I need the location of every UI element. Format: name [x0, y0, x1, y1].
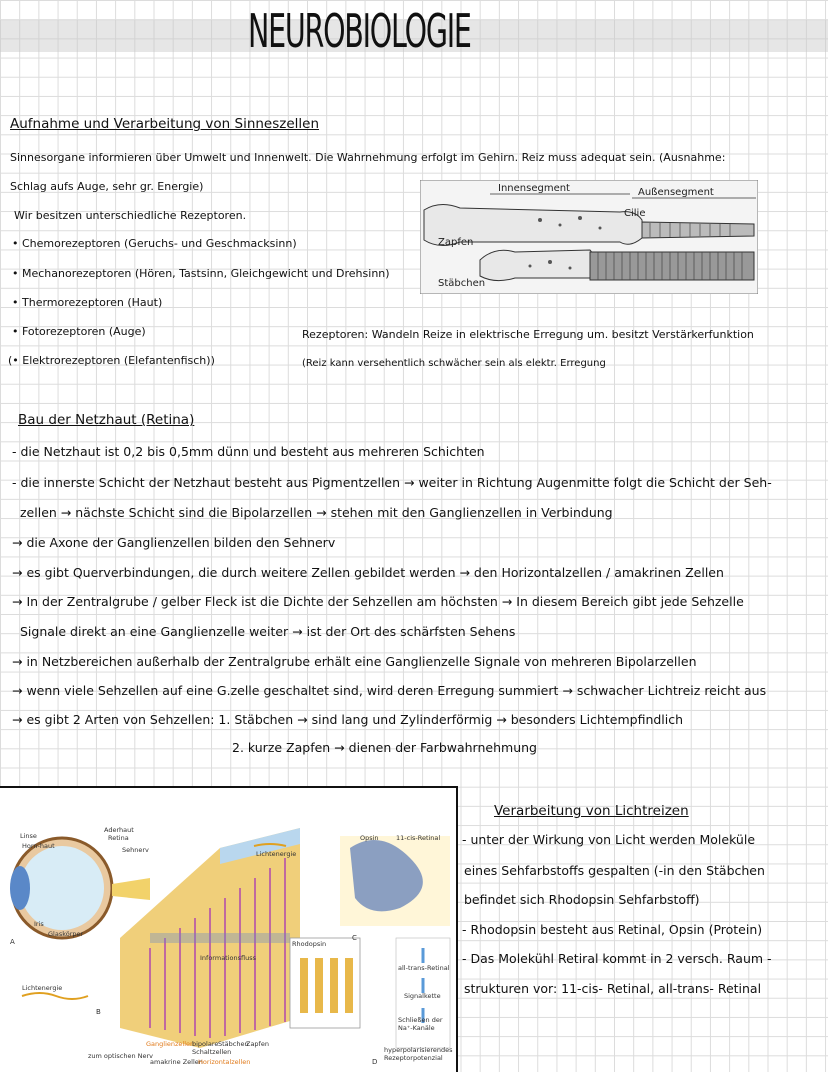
page-title: NEUROBIOLOGIE — [248, 4, 471, 58]
label-staebchen-eye: Stäbchen — [218, 1040, 249, 1048]
netzhaut-line: es gibt Querverbindungen, die durch weitere Zellen gebildet werden → den Horizontalzellen / amakrinen Zellen — [26, 565, 724, 580]
bullet-item: • Mechanorezeptoren (Hören, Tastsinn, Gleichgewicht und Drehsinn) — [12, 267, 390, 280]
bullet-text: Thermorezeptoren (Haut) — [22, 296, 163, 309]
label-retina: Retina — [108, 834, 129, 842]
text-line: Wir besitzen unterschiedliche Rezeptoren. — [14, 209, 247, 222]
label-horizontal: Horizontalzellen — [198, 1058, 251, 1066]
bullet-text: Fotorezeptoren (Auge) — [22, 325, 146, 338]
lichtreiz-line: befindet sich Rhodopsin Sehfarbstoff) — [464, 892, 700, 907]
netzhaut-line: es gibt 2 Arten von Sehzellen: 1. Stäbchen → sind lang und Zylinderförmig → besonders Lichtempfindlich — [26, 712, 684, 727]
label-iris: Iris — [34, 920, 44, 928]
text-line: → In der Zentralgrube / gelber Fleck ist die Dichte der Sehzellen am höchsten → In diesem Bereich gibt jede Sehzelle — [12, 594, 744, 609]
text-line: → wenn viele Sehzellen auf eine G.zelle geschaltet sind, wird deren Erregung summiert → schwacher Lichtreiz reicht aus — [12, 683, 767, 698]
label-zapfen: Zapfen — [438, 237, 474, 248]
rezeptoren-note: Rezeptoren: Wandeln Reize in elektrische Erregung um. besitzt Verstärkerfunktion — [302, 328, 754, 341]
bullet-text: Elektrorezeptoren (Elefantenfisch) — [22, 354, 211, 367]
lichtreiz-line: Das Molekühl Retiral kommt in 2 versch. Raum - — [470, 951, 772, 966]
bullet-item: • Fotorezeptoren (Auge) — [12, 325, 146, 338]
netzhaut-line: die Axone der Ganglienzellen bilden den Sehnerv — [26, 535, 336, 550]
lichtreiz-line: Rhodopsin besteht aus Retinal, Opsin (Protein) — [470, 922, 763, 937]
netzhaut-line: die Netzhaut ist 0,2 bis 0,5mm dünn und besteht aus mehreren Schichten — [20, 444, 485, 459]
netzhaut-line: 2. kurze Zapfen → dienen der Farbwahrnehmung — [232, 740, 537, 755]
lichtreiz-line: eines Sehfarbstoffs gespalten (-in den Stäbchen — [464, 863, 765, 878]
label-cis-retinal: 11-cis-Retinal — [396, 834, 441, 842]
label-bipolare: bipolare — [192, 1040, 219, 1048]
label-schaltzellen: Schaltzellen — [192, 1048, 232, 1056]
bullet-item: • Thermorezeptoren (Haut) — [12, 296, 163, 309]
label-aderhaut: Aderhaut — [104, 826, 134, 834]
photoreceptor-figure — [420, 180, 758, 294]
label-ganglienzellen: Ganglienzellen — [146, 1040, 195, 1048]
label-linse: Linse — [20, 832, 37, 840]
label-d: D — [372, 1058, 378, 1066]
text-line: - die Netzhaut ist 0,2 bis 0,5mm dünn und besteht aus mehreren Schichten — [12, 444, 485, 459]
netzhaut-line: in Netzbereichen außerhalb der Zentralgrube erhält eine Ganglienzelle Signale von mehreren Bipolarzellen — [26, 654, 697, 669]
label-all-trans-retinal: all-trans-Retinal — [398, 964, 450, 972]
section-heading-netzhaut: Bau der Netzhaut (Retina) — [18, 412, 195, 428]
label-staebchen: Stäbchen — [438, 278, 486, 289]
label-amakrine: amakrine Zellen — [150, 1058, 203, 1066]
label-informationsfluss: Informationsfluss — [200, 954, 256, 962]
netzhaut-line: In der Zentralgrube / gelber Fleck ist die Dichte der Sehzellen am höchsten → In diesem Bereich gibt jede Sehzelle — [26, 594, 744, 609]
bullet-item: • Chemorezeptoren (Geruchs- und Geschmacksinn) — [12, 237, 297, 250]
lichtreiz-line: unter der Wirkung von Licht werden Moleküle — [470, 832, 756, 847]
label-zum-nerv: zum optischen Nerv — [88, 1052, 154, 1060]
label-c: C — [352, 934, 357, 942]
text-line: - unter der Wirkung von Licht werden Moleküle — [462, 832, 756, 847]
text-line: - Rhodopsin besteht aus Retinal, Opsin (Protein) — [462, 922, 763, 937]
bullet-text: Chemorezeptoren (Geruchs- und Geschmacksinn) — [22, 237, 297, 250]
label-zapfen-eye: Zapfen — [246, 1040, 269, 1048]
label-a: A — [10, 938, 15, 946]
label-glaskoerper: Glaskörper — [48, 930, 84, 938]
label-opsin: Opsin — [360, 834, 379, 842]
text-line: → in Netzbereichen außerhalb der Zentralgrube erhält eine Ganglienzelle Signale von mehreren Bipolarzellen — [12, 654, 697, 669]
label-hornhaut: Horn-haut — [22, 842, 55, 850]
label-rhodopsin: Rhodopsin — [292, 940, 327, 948]
label-lichtenergie-top: Lichtenergie — [256, 850, 297, 858]
netzhaut-line: zellen → nächste Schicht sind die Bipolarzellen → stehen mit den Ganglienzellen in Verbindung — [20, 505, 613, 520]
label-schliessen: Schließen der Na⁺-Kanäle — [398, 1016, 443, 1032]
text-line: Schlag aufs Auge, sehr gr. Energie) — [10, 180, 204, 193]
text-line: → es gibt 2 Arten von Sehzellen: 1. Stäbchen → sind lang und Zylinderförmig → besonders Lichtempfindlich — [12, 712, 684, 727]
text-line: → die Axone der Ganglienzellen bilden den Sehnerv — [12, 535, 336, 550]
bullet-text: Mechanorezeptoren (Hören, Tastsinn, Gleichgewicht und Drehsinn) — [22, 267, 390, 280]
netzhaut-line: wenn viele Sehzellen auf eine G.zelle geschaltet sind, wird deren Erregung summiert → schwacher Lichtreiz reicht aus — [26, 683, 767, 698]
rezeptoren-subnote: (Reiz kann versehentlich schwächer sein als elektr. Erregung — [302, 358, 606, 369]
netzhaut-line: die innerste Schicht der Netzhaut besteht aus Pigmentzellen → weiter in Richtung Augenmitte folgt die Schicht der Seh- — [20, 475, 772, 490]
label-sehnerv: Sehnerv — [122, 846, 149, 854]
label-cilie: Cilie — [624, 208, 646, 219]
netzhaut-line: Signale direkt an eine Ganglienzelle weiter → ist der Ort des schärfsten Sehens — [20, 624, 516, 639]
text-line: - Das Molekühl Retiral kommt in 2 versch. Raum - — [462, 951, 772, 966]
lichtreiz-line: strukturen vor: 11-cis- Retinal, all-trans- Retinal — [464, 981, 762, 996]
section-heading-sinneszellen: Aufnahme und Verarbeitung von Sinneszellen — [10, 116, 320, 132]
label-hyperpol: hyperpolarisierendes Rezeptorpotenzial — [384, 1046, 453, 1062]
text-line: - die innerste Schicht der Netzhaut besteht aus Pigmentzellen → weiter in Richtung Augenmitte folgt die Schicht der Seh- — [12, 475, 772, 490]
section-heading-lichtreize: Verarbeitung von Lichtreizen — [494, 803, 689, 819]
label-b: B — [96, 1008, 101, 1016]
label-aussensegment: Außensegment — [638, 187, 714, 198]
retina-figure — [0, 786, 458, 1072]
text-line: → es gibt Querverbindungen, die durch weitere Zellen gebildet werden → den Horizontalzellen / amakrinen Zellen — [12, 565, 724, 580]
label-lichtenergie-left: Lichtenergie — [22, 984, 63, 992]
text-line: Sinnesorgane informieren über Umwelt und Innenwelt. Die Wahrnehmung erfolgt im Gehirn. Reiz muss adequat sein. (Ausnahme: — [10, 151, 726, 164]
bullet-item: (• Elektrorezeptoren (Elefantenfisch)) — [8, 354, 215, 367]
label-signalkette: Signalkette — [404, 992, 441, 1000]
label-innensegment: Innensegment — [498, 183, 570, 194]
